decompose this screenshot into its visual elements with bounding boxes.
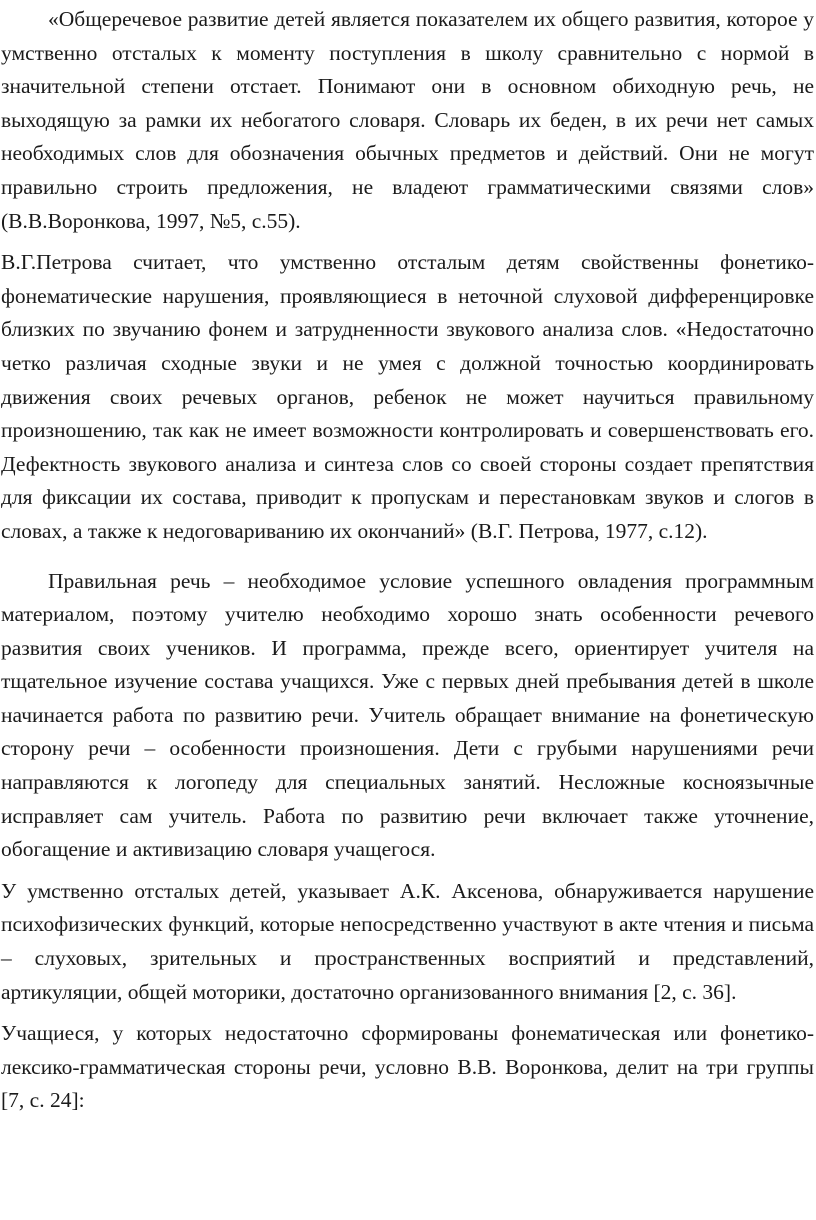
paragraph-voronkova-groups: Учащиеся, у которых недостаточно сформированы фонематическая или фонетико-лексико-грамматическая стороны речи, условно В.В. Воронкова, делит на три группы [7, с. 24]: bbox=[1, 1021, 814, 1113]
paragraph-general-speech-development: «Общеречевое развитие детей является показателем их общего развития, которое у умственно отсталых к моменту поступления в школу сравнительно с нормой в значительной степени отстает. Понимают они в основном обиходную речь, не выходящую за рамки их небогатого словаря. Словарь их беден, в их речи нет самых необходимых слов для обозначения обычных предметов и действий. Они не могут правильно строить предложения, не владеют грамматическими связями слов» (В.В.Воронкова, 1997, №5, с.55). bbox=[1, 7, 814, 233]
paragraph-correct-speech: Правильная речь – необходимое условие успешного овладения программным материалом, поэтому учителю необходимо хорошо знать особенности речевого развития своих учеников. И программа, прежде всего, ориентирует учителя на тщательное изучение состава учащихся. Уже с первых дней пребывания детей в школе начинается работа по развитию речи. Учитель обращает внимание на фонетическую сторону речи – особенности произношения. Дети с грубыми нарушениями речи направляются к логопеду для специальных занятий. Несложные косноязычные исправляет сам учитель. Работа по развитию речи включает также уточнение, обогащение и активизацию словаря учащегося. bbox=[1, 568, 814, 862]
paragraph-petrova-phonetic-disorders: В.Г.Петрова считает, что умственно отсталым детям свойственны фонетико-фонематические нарушения, проявляющиеся в неточной слуховой дифференцировке близких по звучанию фонем и затрудненности звукового анализа слов. «Недостаточно четко различая сходные звуки и не умея с должной точностью координировать движения своих речевых органов, ребенок не может научиться правильному произношению, так как не имеет возможности контролировать и совершенствовать его. Дефектность звукового анализа и синтеза слов со своей стороны создает препятствия для фиксации их состава, приводит к пропускам и перестановкам звуков и слогов в словах, а также к недоговариванию их окончаний» (В.Г. Петрова, 1977, с.12). bbox=[1, 250, 814, 543]
paragraph-aksenova-functions: У умственно отсталых детей, указывает А.К. Аксенова, обнаруживается нарушение психофизических функций, которые непосредственно участвуют в акте чтения и письма – слуховых, зрительных и пространственных восприятий и представлений, артикуляции, общей моторики, достаточно организованного внимания [2, с. 36]. bbox=[1, 878, 814, 1004]
